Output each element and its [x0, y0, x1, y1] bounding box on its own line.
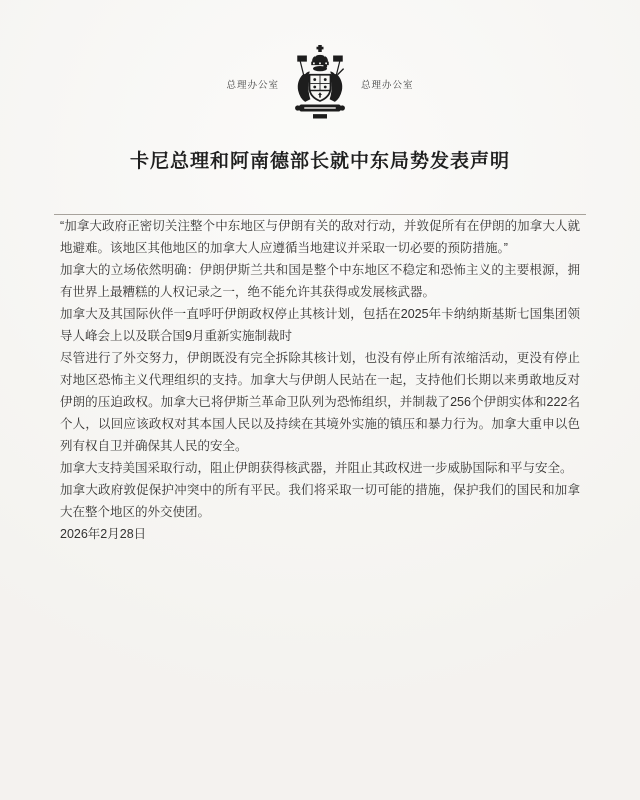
statement-paragraph: 加拿大政府敦促保护冲突中的所有平民。我们将采取一切可能的措施，保护我们的国民和加拿大在整个地区的外交使团。 [60, 483, 580, 519]
statement-paragraph: 加拿大的立场依然明确：伊朗伊斯兰共和国是整个中东地区不稳定和恐怖主义的主要根源，拥有世界上最糟糕的人权记录之一，绝不能允许其获得或发展核武器。 [60, 263, 580, 299]
statement-date: 2026年2月28日 [60, 527, 147, 541]
canada-coat-of-arms-icon [292, 45, 348, 122]
statement-paragraph: 加拿大支持美国采取行动，阻止伊朗获得核武器，并阻止其政权进一步威胁国际和平与安全。 [60, 461, 573, 475]
letterhead [0, 0, 640, 122]
statement-title: 卡尼总理和阿南德部长就中东局势发表声明 [129, 151, 510, 172]
statement-paragraph-quote: “加拿大政府正密切关注整个中东地区与伊朗有关的敌对行动，并敦促所有在伊朗的加拿大人就地避难。该地区其他地区的加拿大人应遵循当地建议并采取一切必要的预防措施。” [60, 219, 580, 255]
office-label-right: 总理办公室 [361, 79, 414, 91]
statement-body [0, 215, 640, 545]
office-label-left: 总理办公室 [226, 79, 279, 91]
statement-paragraph: 尽管进行了外交努力，伊朗既没有完全拆除其核计划，也没有停止所有浓缩活动，更没有停止对地区恐怖主义代理组织的支持。加拿大与伊朗人民站在一起，支持他们长期以来勇敢地反对伊朗的压迫政权。加拿大已将伊斯兰革命卫队列为恐怖组织，并制裁了256个伊朗实体和222名个人，以回应该政权对其本国人民以及持续在其境外实施的镇压和暴力行为。加拿大重申以色列有权自卫并确保其人民的安全。 [60, 351, 580, 453]
statement-paragraph: 加拿大及其国际伙伴一直呼吁伊朗政权停止其核计划，包括在2025年卡纳纳斯基斯七国集团领导人峰会上以及联合国9月重新实施制裁时 [60, 307, 580, 343]
